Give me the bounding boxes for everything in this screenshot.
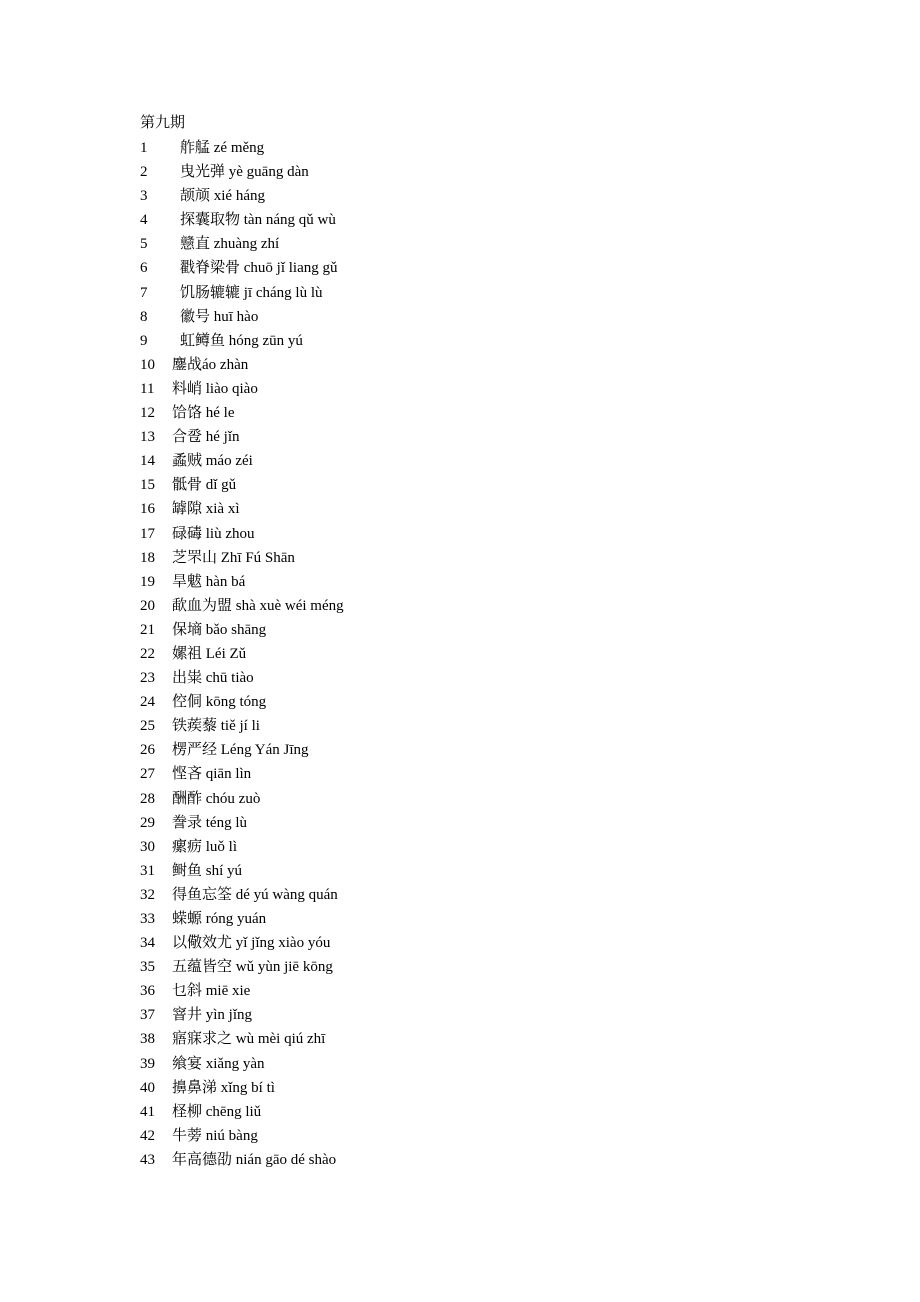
entry-number: 4	[140, 212, 148, 229]
list-item	[140, 209, 344, 233]
entry-text: 擤鼻涕 xǐng bí tì	[172, 1079, 275, 1096]
list-item	[140, 932, 344, 956]
list-item	[140, 426, 344, 450]
entry-number: 39	[140, 1055, 155, 1072]
entry-number: 12	[140, 405, 155, 422]
entry-text: 出粜 chū tiào	[172, 670, 254, 687]
entry-text: 徽号 huī hào	[180, 308, 259, 325]
list-item	[140, 1053, 344, 1077]
entry-number: 31	[140, 862, 155, 879]
entry-number: 5	[140, 236, 148, 253]
list-item	[140, 595, 344, 619]
entry-text: 旱魃 hàn bá	[172, 573, 246, 590]
entry-text: 饸饹 hé le	[172, 405, 235, 422]
entry-number: 35	[140, 959, 155, 976]
list-item	[140, 547, 344, 571]
entry-text: 悭吝 qiān lìn	[172, 766, 252, 783]
list-item	[140, 1004, 344, 1028]
entry-text: 虹鳟鱼 hóng zūn yú	[180, 332, 303, 349]
page-title: 第九期	[140, 115, 186, 131]
entry-text: 戆直 zhuàng zhí	[180, 236, 280, 253]
list-item	[140, 1028, 344, 1052]
entry-number: 21	[140, 621, 155, 638]
entry-text: 寤寐求之 wù mèi qiú zhī	[172, 1031, 326, 1048]
list-item	[140, 161, 344, 185]
entry-text: 合卺 hé jǐn	[172, 429, 240, 446]
entry-number: 23	[140, 670, 155, 687]
list-item	[140, 354, 344, 378]
list-item	[140, 474, 344, 498]
entry-number: 27	[140, 766, 155, 783]
list-item	[140, 523, 344, 547]
entry-number: 13	[140, 429, 155, 446]
entry-number: 3	[140, 188, 148, 205]
entry-text: 料峭 liào qiào	[172, 380, 258, 397]
entry-text: 楞严经 Léng Yán Jīng	[172, 742, 309, 759]
list-item	[140, 257, 344, 281]
list-item	[140, 691, 344, 715]
entry-text: 倥侗 kōng tóng	[172, 694, 267, 711]
entry-number: 6	[140, 260, 148, 277]
entry-number: 10	[140, 356, 155, 373]
list-item	[140, 233, 344, 257]
entry-number: 17	[140, 525, 155, 542]
entry-text: 瘰疬 luǒ lì	[172, 838, 238, 855]
entry-number: 34	[140, 935, 155, 952]
entry-text: 嫘祖 Léi Zǔ	[172, 645, 247, 662]
entry-text: 年高德劭 nián gāo dé shào	[172, 1151, 337, 1168]
list-item	[140, 571, 344, 595]
entry-text: 铁蒺藜 tiě jí li	[172, 718, 260, 735]
entry-number: 28	[140, 790, 155, 807]
list-item	[140, 908, 344, 932]
list-item	[140, 402, 344, 426]
list-item	[140, 956, 344, 980]
entry-text: 蟊贼 máo zéi	[172, 453, 253, 470]
list-item	[140, 812, 344, 836]
entry-number: 19	[140, 573, 155, 590]
list-item	[140, 378, 344, 402]
entry-number: 8	[140, 308, 148, 325]
entry-text: 酬酢 chóu zuò	[172, 790, 261, 807]
list-item	[140, 137, 344, 161]
entry-text: 碌碡 liù zhou	[172, 525, 255, 542]
entry-number: 1	[140, 140, 148, 156]
list-item	[140, 788, 344, 812]
list-item	[140, 860, 344, 884]
list-item	[140, 739, 344, 763]
list-item	[140, 330, 344, 354]
entry-text: 骶骨 dǐ gǔ	[172, 477, 237, 494]
list-item	[140, 836, 344, 860]
list-item	[140, 619, 344, 643]
list-item	[140, 667, 344, 691]
entry-text: 曳光弹 yè guāng dàn	[180, 164, 309, 181]
entry-text: 保墒 bǎo shāng	[172, 621, 267, 638]
entry-text: 探囊取物 tàn náng qǔ wù	[180, 212, 336, 229]
entry-text: 罅隙 xià xì	[172, 501, 240, 518]
entry-number: 36	[140, 983, 155, 1000]
entry-number: 24	[140, 694, 155, 711]
list-item	[140, 450, 344, 474]
entry-text: 飨宴 xiǎng yàn	[172, 1055, 265, 1072]
list-item	[140, 1149, 344, 1173]
entry-number: 41	[140, 1103, 155, 1120]
entry-text: 以儆效尤 yǐ jǐng xiào yóu	[172, 935, 331, 952]
list-item	[140, 643, 344, 667]
entry-number: 38	[140, 1031, 155, 1048]
entry-number: 20	[140, 597, 155, 614]
entry-number: 37	[140, 1007, 155, 1024]
list-item	[140, 1077, 344, 1101]
vocab-list	[140, 137, 344, 1173]
list-item	[140, 498, 344, 522]
entry-text: 戳脊梁骨 chuō jǐ liang gǔ	[180, 260, 338, 277]
entry-text: 得鱼忘筌 dé yú wàng quán	[172, 886, 338, 903]
entry-number: 11	[140, 380, 155, 397]
entry-text: 蝾螈 róng yuán	[172, 911, 267, 927]
entry-number: 33	[140, 911, 155, 927]
list-item	[140, 1125, 344, 1149]
entry-text: 芝罘山 Zhī Fú Shān	[172, 549, 295, 566]
list-item	[140, 282, 344, 306]
entry-number: 22	[140, 645, 155, 662]
entry-number: 16	[140, 501, 155, 518]
entry-number: 30	[140, 838, 155, 855]
entry-number: 25	[140, 718, 155, 735]
entry-number: 42	[140, 1127, 155, 1144]
entry-number: 18	[140, 549, 155, 566]
entry-number: 43	[140, 1151, 155, 1168]
list-item	[140, 715, 344, 739]
entry-number: 26	[140, 742, 155, 759]
entry-text: 乜斜 miē xie	[172, 983, 251, 1000]
entry-number: 29	[140, 814, 155, 831]
entry-text: 饥肠辘辘 jī cháng lù lù	[180, 284, 323, 301]
entry-text: 窨井 yìn jǐng	[172, 1007, 253, 1024]
entry-text: 五蕴皆空 wǔ yùn jiē kōng	[172, 959, 333, 976]
entry-text: 柽柳 chēng liǔ	[172, 1103, 262, 1120]
entry-number: 2	[140, 164, 148, 181]
entry-text: 牛蒡 niú bàng	[172, 1127, 258, 1144]
entry-number: 32	[140, 886, 155, 903]
entry-number: 40	[140, 1079, 155, 1096]
entry-number: 9	[140, 332, 148, 349]
list-item	[140, 763, 344, 787]
entry-text: 誊录 téng lù	[172, 814, 247, 831]
entry-text: 颉颃 xié háng	[180, 188, 265, 205]
entry-number: 14	[140, 453, 155, 470]
list-item	[140, 980, 344, 1004]
entry-number: 15	[140, 477, 155, 494]
entry-number: 7	[140, 284, 148, 301]
list-item	[140, 306, 344, 330]
list-item	[140, 185, 344, 209]
entry-text: 舴艋 zé měng	[180, 140, 265, 156]
entry-text: 鲥鱼 shí yú	[172, 862, 243, 879]
list-item	[140, 1101, 344, 1125]
entry-text: 鏖战áo zhàn	[172, 356, 249, 373]
list-item	[140, 884, 344, 908]
entry-text: 歃血为盟 shà xuè wéi méng	[172, 597, 344, 614]
